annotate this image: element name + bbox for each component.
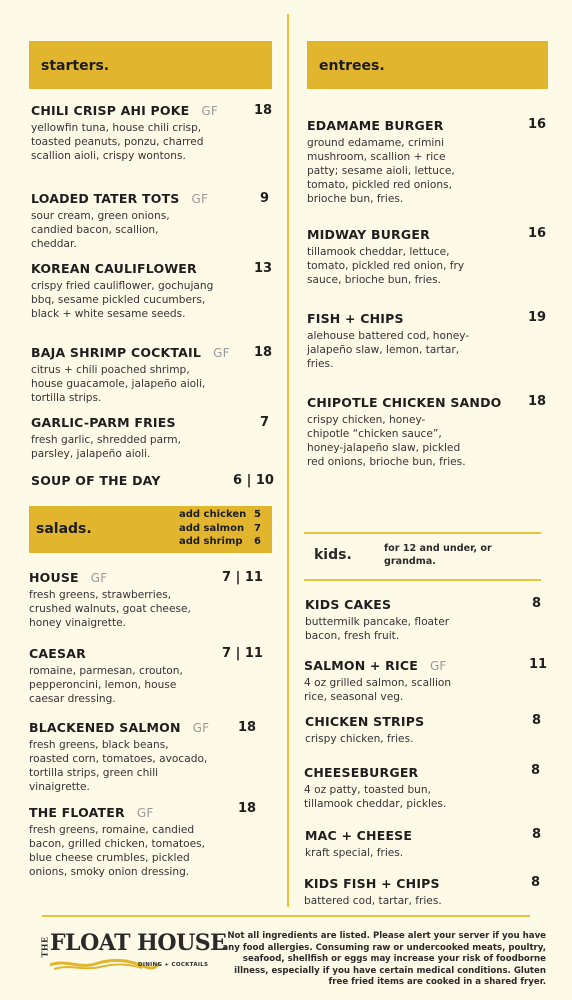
gluten-free-badge: GF <box>136 806 154 820</box>
menu-item-title: GARLIC-PARM FRIES <box>31 415 176 430</box>
entrees-title: entrees. <box>319 58 385 74</box>
menu-item-title: CHILI CRISP AHI POKE <box>31 103 190 118</box>
menu-item-price: 19 <box>528 310 547 325</box>
menu-item-description: fresh greens, romaine, candied bacon, grilled chicken, tomatoes, blue cheese crumbles, pickled onions, smoky onion dressing. <box>29 824 206 878</box>
addon-row: add chicken 5 <box>179 509 261 520</box>
menu-item <box>304 658 544 704</box>
menu-item <box>305 597 545 643</box>
kids-banner <box>304 534 541 579</box>
column-divider <box>287 14 289 907</box>
gluten-free-badge: GF <box>429 659 447 673</box>
menu-item-description: fresh greens, strawberries, crushed walnuts, goat cheese, honey vinaigrette. <box>29 589 191 629</box>
starters-title: starters. <box>41 58 110 74</box>
menu-item-name <box>305 597 545 612</box>
menu-item-price: 16 <box>528 226 547 241</box>
menu-item-description: 4 oz patty, toasted bun, tillamook cheddar, pickles. <box>304 784 447 810</box>
menu-item-name <box>305 828 545 843</box>
menu-item-price: 8 <box>531 763 541 778</box>
menu-item <box>29 720 269 794</box>
menu-item-name <box>304 658 544 673</box>
gluten-free-badge: GF <box>201 104 218 118</box>
menu-item-title: FISH + CHIPS <box>307 311 404 326</box>
logo-tagline: DINING + COCKTAILS <box>138 962 209 968</box>
entrees-banner <box>307 41 548 89</box>
menu-item-name <box>31 261 261 276</box>
gluten-free-badge: GF <box>192 721 210 735</box>
addon-row: add shrimp 6 <box>179 536 261 547</box>
menu-item-description: romaine, parmesan, crouton, pepperoncini, lemon, house caesar dressing. <box>29 665 183 705</box>
menu-item-description: fresh greens, black beans, roasted corn, tomatoes, avocado, tortilla strips, green chili vinaigrette. <box>29 739 208 793</box>
menu-item-description: crispy chicken, honey-chipotle “chicken sauce”, honey-jalapeño slaw, pickled red onions, brioche bun, fries. <box>307 414 466 468</box>
menu-item <box>31 473 261 488</box>
menu-item-title: THE FLOATER <box>29 805 125 820</box>
menu-item-description: citrus + chili poached shrimp, house guacamole, jalapeño aioli, tortilla strips. <box>31 364 206 404</box>
menu-item-price: 8 <box>531 875 541 890</box>
logo-the: THE <box>39 936 50 958</box>
menu-item-title: BAJA SHRIMP COCKTAIL <box>31 345 202 360</box>
menu-item-description: crispy chicken, fries. <box>305 733 414 745</box>
menu-item-price: 9 <box>260 191 270 206</box>
menu-item-price: 6 | 10 <box>233 473 274 488</box>
gluten-free-badge: GF <box>191 192 209 206</box>
menu-item-description: 4 oz grilled salmon, scallion rice, seasonal veg. <box>304 677 452 703</box>
menu-item-description: yellowfin tuna, house chili crisp, toasted peanuts, ponzu, charred scallion aioli, crispy wontons. <box>31 122 204 162</box>
menu-item-title: SALMON + RICE <box>304 658 418 673</box>
menu-item <box>305 828 545 860</box>
menu-item-name <box>307 227 547 242</box>
menu-item-price: 7 <box>260 415 270 430</box>
menu-item-price: 18 <box>254 103 273 118</box>
menu-item-title: BLACKENED SALMON <box>29 720 181 735</box>
salads-title: salads. <box>36 521 92 537</box>
menu-item-description: ground edamame, crimini mushroom, scallion + rice patty; sesame aioli, lettuce, tomato, pickled red onions, brioche bun, fries. <box>307 137 455 205</box>
salad-addons <box>179 508 261 549</box>
menu-item-title: SOUP OF THE DAY <box>31 473 161 488</box>
gluten-free-badge: GF <box>213 346 230 360</box>
menu-item <box>307 227 547 287</box>
menu-item-title: KIDS FISH + CHIPS <box>304 876 440 891</box>
logo-name: FLOAT HOUSE <box>50 930 227 956</box>
menu-item-description: sour cream, green onions, candied bacon, scallion, cheddar. <box>31 210 170 250</box>
menu-item-title: CAESAR <box>29 646 86 661</box>
menu-item-description: fresh garlic, shredded parm, parsley, jalapeño aioli. <box>31 434 181 460</box>
menu-item-name <box>31 473 261 488</box>
menu-item-name <box>29 720 269 735</box>
menu-item-price: 8 <box>532 713 542 728</box>
menu-item-description: buttermilk pancake, floater bacon, fresh fruit. <box>305 616 450 642</box>
starters-banner <box>29 41 272 89</box>
menu-item-name <box>31 415 261 430</box>
kids-bottom-rule <box>304 579 541 581</box>
menu-item <box>304 765 544 811</box>
menu-item-name <box>307 311 547 326</box>
menu-item-title: CHICKEN STRIPS <box>305 714 425 729</box>
menu-item <box>304 876 544 908</box>
menu-item-title: MAC + CHEESE <box>305 828 413 843</box>
menu-item-name <box>304 765 544 780</box>
menu-item-title: KIDS CAKES <box>305 597 392 612</box>
menu-item-title: CHIPOTLE CHICKEN SANDO <box>307 395 502 410</box>
menu-item-price: 11 <box>529 657 548 672</box>
menu-item-price: 18 <box>254 345 273 360</box>
menu-item-description: tillamook cheddar, lettuce, tomato, pickled red onion, fry sauce, brioche bun, fries. <box>307 246 465 286</box>
menu-item <box>29 805 269 879</box>
menu-item <box>307 311 547 371</box>
menu-item <box>31 261 261 321</box>
menu-item-price: 13 <box>254 261 273 276</box>
menu-item-name <box>307 395 547 410</box>
menu-item-title: KOREAN CAULIFLOWER <box>31 261 197 276</box>
float-house-logo <box>38 930 227 975</box>
menu-item-description: alehouse battered cod, honey-jalapeño slaw, lemon, tartar, fries. <box>307 330 470 370</box>
menu-item-name <box>29 805 269 820</box>
menu-item <box>307 118 547 206</box>
menu-item-description: crispy fried cauliflower, gochujang bbq, sesame pickled cucumbers, black + white sesame seeds. <box>31 280 214 320</box>
menu-item <box>305 714 545 746</box>
menu-item-title: MIDWAY BURGER <box>307 227 430 242</box>
menu-item-description: kraft special, fries. <box>305 847 404 859</box>
menu-item-title: HOUSE <box>29 570 79 585</box>
menu-item-name <box>31 345 281 360</box>
menu-item-price: 18 <box>238 801 257 816</box>
menu-item-title: LOADED TATER TOTS <box>31 191 180 206</box>
menu-item <box>31 345 281 405</box>
menu-item-name <box>304 876 544 891</box>
footer-rule <box>42 915 530 917</box>
menu-item-price: 16 <box>528 117 547 132</box>
menu-item-price: 7 | 11 <box>222 646 263 661</box>
menu-item-name <box>307 118 547 133</box>
menu-item-name <box>305 714 545 729</box>
menu-item-name <box>31 103 261 118</box>
menu-item-price: 8 <box>532 827 542 842</box>
menu-item-title: EDAMAME BURGER <box>307 118 444 133</box>
gluten-free-badge: GF <box>90 571 108 585</box>
menu-item-price: 18 <box>528 394 547 409</box>
menu-item-description: battered cod, tartar, fries. <box>304 895 442 907</box>
allergy-notice: Not all ingredients are listed. Please alert your server if you have any food allergies. Consuming raw or undercooked meats, poultry, seafood, shellfish or eggs may increase your risk of foodborne illness, especially if you have certain medical conditions. Gluten free fried items are cooked in a shared fryer. <box>222 931 546 988</box>
menu-item-name <box>31 191 261 206</box>
kids-note: for 12 and under, or grandma. <box>384 543 492 567</box>
kids-title: kids. <box>314 547 352 563</box>
menu-item-price: 8 <box>532 596 542 611</box>
menu-item <box>307 395 547 469</box>
menu-item <box>31 415 261 461</box>
menu-item <box>31 191 261 251</box>
salads-banner <box>29 506 272 553</box>
addon-row: add salmon 7 <box>179 522 261 534</box>
menu-item-price: 7 | 11 <box>222 570 263 585</box>
menu-item-price: 18 <box>238 720 257 735</box>
menu-item <box>31 103 261 163</box>
menu-item-title: CHEESEBURGER <box>304 765 419 780</box>
